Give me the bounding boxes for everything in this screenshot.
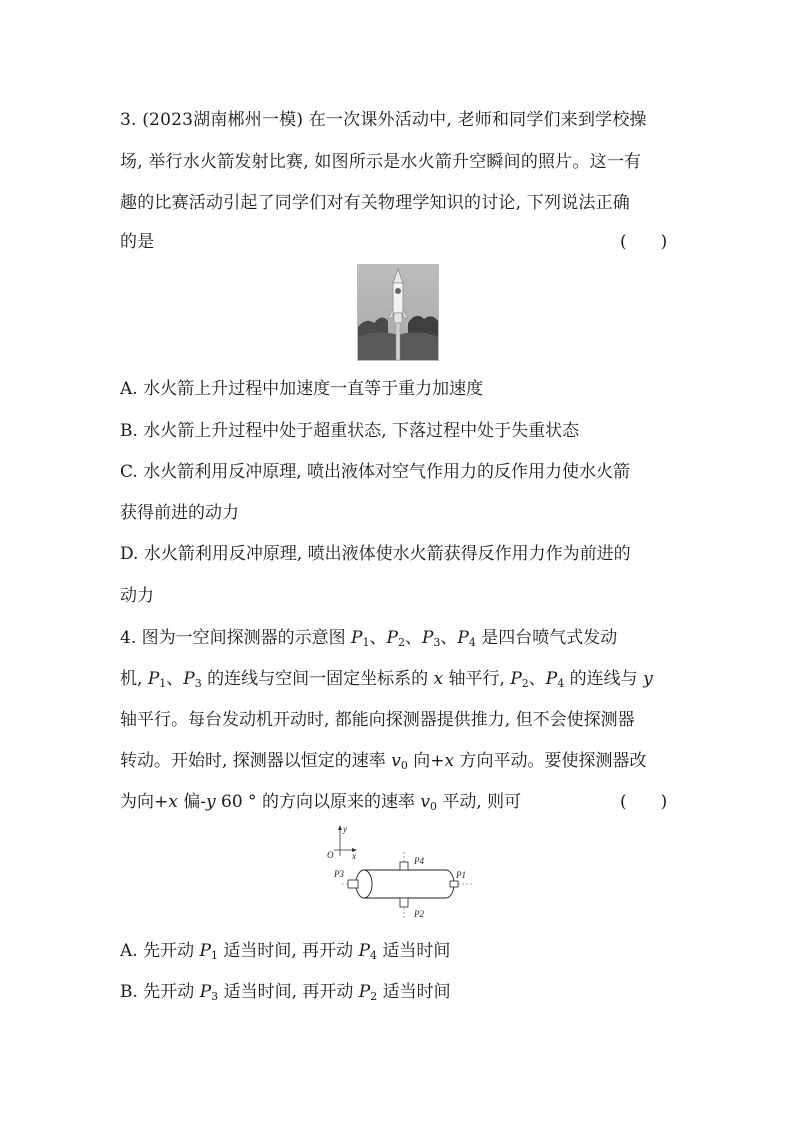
q3-line-3: 趣的比赛活动引起了同学们对有关物理学知识的讨论, 下列说法正确	[120, 193, 631, 213]
sym-p: P	[199, 982, 212, 1002]
axis-label-x: x	[352, 851, 356, 861]
thruster-p3	[348, 880, 358, 888]
sym-p: P	[457, 628, 469, 648]
q4-line-3: 轴平行。每台发动机开动时, 都能向探测器提供推力, 但不会使探测器	[120, 710, 635, 730]
q4-option-a-text-a: A. 先开动	[120, 941, 200, 961]
sym-x: x	[168, 792, 178, 812]
sym-v: v	[391, 751, 401, 771]
q3-option-c-line-1: C. 水火箭利用反冲原理, 喷出液体对空气作用力的反作用力使水火箭	[120, 462, 631, 482]
sub-2: 2	[370, 990, 378, 1003]
sym-p: P	[351, 628, 363, 648]
separator: 、	[404, 628, 422, 648]
q4-line-1	[120, 626, 617, 650]
label-p1: P1	[456, 870, 466, 880]
label-p3: P3	[334, 869, 344, 879]
q4-line-2	[120, 667, 653, 691]
sym-y: y	[206, 792, 216, 812]
sym-y: y	[643, 669, 653, 689]
q4-line-5-text-b: 偏-	[177, 792, 206, 812]
sub-0: 0	[400, 759, 408, 772]
sub-0: 0	[429, 800, 437, 813]
sub-2: 2	[397, 636, 405, 649]
q4-option-b-text-b: 适当时间, 再开动	[218, 982, 359, 1002]
q4-option-a-text-b: 适当时间, 再开动	[217, 941, 359, 961]
rocket-photo-graphic	[358, 265, 438, 360]
q4-option-a-text-c: 适当时间	[377, 941, 451, 961]
q4-line-4	[120, 749, 646, 773]
separator: 、	[528, 669, 546, 689]
separator: 、	[369, 628, 387, 648]
sym-v: v	[420, 792, 430, 812]
sym-p: P	[199, 941, 211, 961]
q3-option-c-line-2: 获得前进的动力	[120, 503, 239, 523]
sub-1: 1	[210, 949, 218, 962]
q3-option-b: B. 水火箭上升过程中处于超重状态, 下落过程中处于失重状态	[120, 421, 580, 441]
q4-line-5-text-a: 为向+	[120, 792, 169, 812]
sym-p: P	[386, 628, 398, 648]
q3-line-1: 3. (2023湖南郴州一模) 在一次课外活动中, 老师和同学们来到学校操	[120, 110, 647, 130]
q4-line-2-text-d: 的连线与	[564, 669, 644, 689]
sub-4: 4	[370, 949, 378, 962]
q4-answer-paren: ( )	[620, 792, 668, 812]
thruster-p1	[450, 881, 458, 887]
q3-line-4: 的是	[120, 232, 155, 252]
sym-p: P	[358, 982, 371, 1002]
q4-line-2-text-c: 轴平行,	[443, 669, 511, 689]
q4-option-b-text-a: B. 先开动	[120, 982, 200, 1002]
sym-x: x	[433, 669, 444, 689]
q4-line-4-text-c: 方向平动。要使探测器改	[454, 751, 647, 771]
q4-line-1-text-a: 4. 图为一空间探测器的示意图	[120, 628, 352, 648]
q4-line-2-text-b: 的连线与空间一固定坐标系的	[201, 669, 434, 689]
sub-3: 3	[211, 990, 219, 1003]
q4-option-b	[120, 980, 451, 1004]
sub-4: 4	[468, 636, 476, 649]
origin-label: O	[327, 850, 334, 860]
q4-line-5	[120, 790, 521, 814]
sym-p: P	[183, 669, 195, 689]
q3-option-d-line-2: 动力	[120, 586, 154, 606]
sub-3: 3	[194, 677, 202, 690]
q4-line-4-text-a: 转动。开始时, 探测器以恒定的速率	[120, 751, 392, 771]
y-axis-arrow	[338, 825, 342, 830]
q4-option-a	[120, 939, 450, 963]
separator: 、	[166, 669, 184, 689]
q4-line-5-text-c: 60 ° 的方向以原来的速率	[215, 792, 421, 812]
sub-3: 3	[433, 636, 441, 649]
separator: 、	[440, 628, 458, 648]
q3-line-2: 场, 举行水火箭发射比赛, 如图所示是水火箭升空瞬间的照片。这一有	[120, 152, 642, 172]
sub-2: 2	[521, 677, 529, 690]
sym-p: P	[147, 669, 160, 689]
probe-body	[364, 870, 454, 898]
sub-1: 1	[362, 636, 370, 649]
sym-p: P	[545, 669, 558, 689]
q4-line-4-text-b: 向+	[407, 751, 445, 771]
sub-4: 4	[557, 677, 565, 690]
axis-label-y: y	[343, 824, 347, 834]
q4-line-1-text-b: 是四台喷气式发动	[475, 628, 618, 648]
q4-line-2-text-a: 机,	[120, 669, 148, 689]
sym-x: x	[444, 751, 455, 771]
label-p4: P4	[414, 856, 424, 866]
sym-p: P	[421, 628, 434, 648]
sym-p: P	[510, 669, 522, 689]
thruster-p4	[400, 862, 408, 870]
sub-1: 1	[159, 677, 167, 690]
q4-line-5-text-d: 平动, 则可	[436, 792, 522, 812]
sym-p: P	[358, 941, 371, 961]
q3-option-a: A. 水火箭上升过程中加速度一直等于重力加速度	[120, 379, 484, 399]
q3-answer-paren: ( )	[620, 232, 668, 252]
rocket-photo	[357, 264, 439, 361]
probe-diagram	[322, 822, 482, 924]
q4-option-b-text-c: 适当时间	[377, 982, 451, 1002]
thruster-p2	[400, 898, 408, 907]
label-p2: P2	[414, 909, 424, 919]
q3-option-d-line-1: D. 水火箭利用反冲原理, 喷出液体使水火箭获得反作用力作为前进的	[120, 544, 631, 564]
